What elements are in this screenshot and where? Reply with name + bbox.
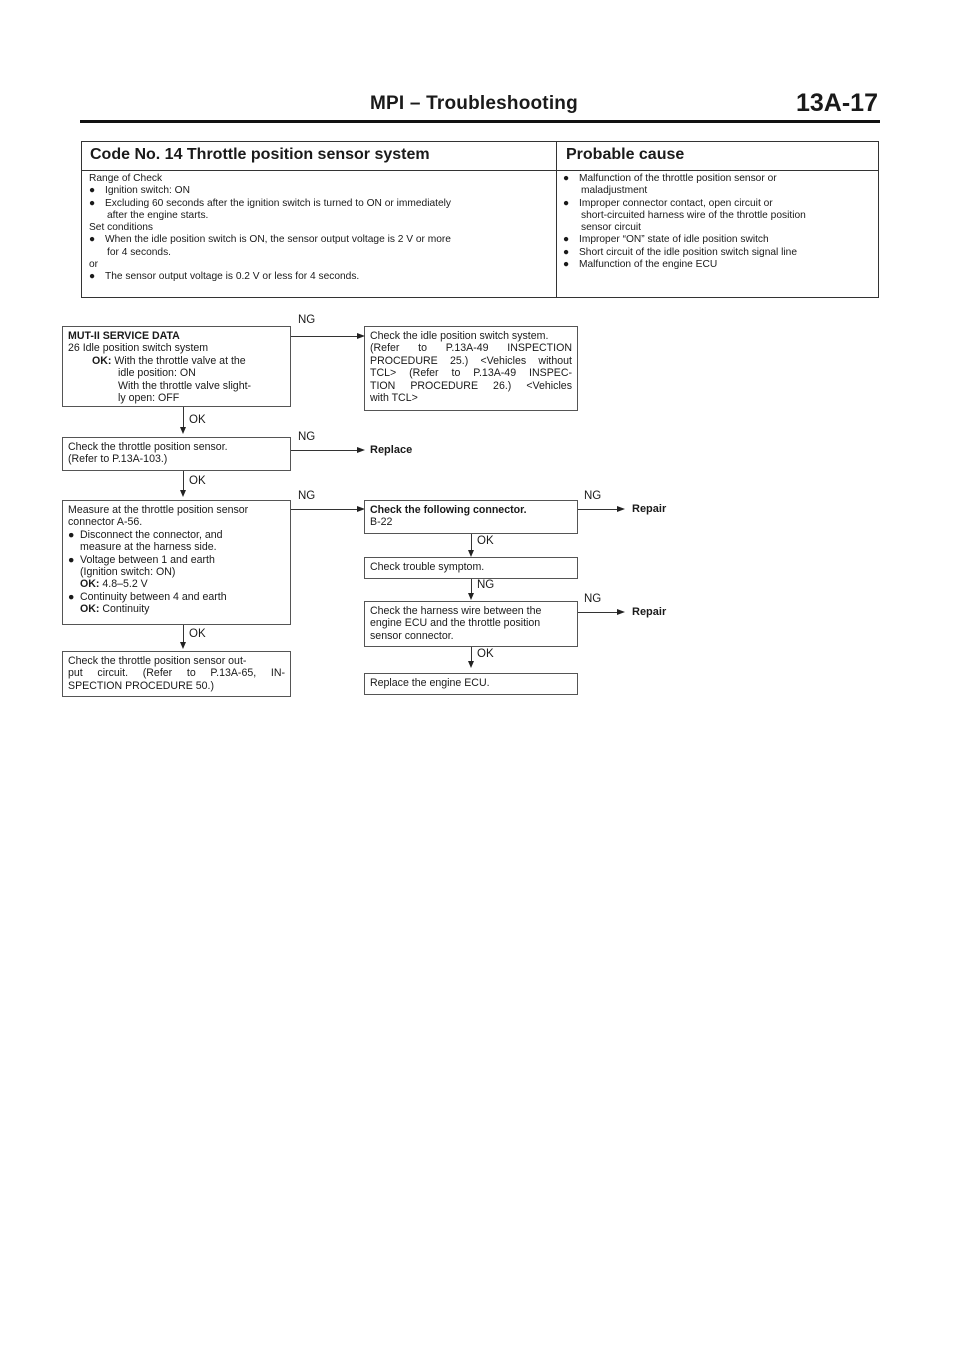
condition-item: ● The sensor output voltage is 0.2 V or less for 4 seconds. <box>89 271 360 283</box>
arrow-down-icon <box>468 550 474 557</box>
cause-item: ● Improper connector contact, open circuit or <box>563 197 773 209</box>
ng-label: NG <box>584 490 602 502</box>
box-text: With the throttle valve slight- <box>118 379 252 392</box>
connector-check-box <box>364 500 578 534</box>
connector-line <box>291 336 357 337</box>
ok-criteria: OK: With the throttle valve at the <box>92 354 246 367</box>
column-separator <box>556 142 557 297</box>
ng-label: NG <box>298 431 316 443</box>
cause-item-cont: sensor circuit <box>581 222 642 234</box>
box-title: MUT-II SERVICE DATA <box>68 330 180 342</box>
box-text: (Refer to P.13A-103.) <box>68 453 168 466</box>
arrow-right-icon <box>617 506 625 512</box>
box-text: connector A-56. <box>68 516 143 529</box>
arrow-down-icon <box>180 490 186 497</box>
probable-causes <box>563 173 873 271</box>
box-text: Measure at the throttle position sensor <box>68 504 249 516</box>
arrow-right-icon <box>357 333 365 339</box>
probable-cause-heading: Probable cause <box>566 146 685 163</box>
condition-item-cont: for 4 seconds. <box>107 246 171 258</box>
arrow-down-icon <box>180 427 186 434</box>
box-text: (Ignition switch: ON) <box>80 566 176 579</box>
cause-item: ● Malfunction of the throttle position sensor or <box>563 173 777 184</box>
mut-service-data-box <box>62 326 291 407</box>
box-text: Check the idle position switch system. <box>370 330 549 342</box>
replace-result: Replace <box>370 444 413 456</box>
arrow-down-icon <box>468 661 474 668</box>
box-text: Check the throttle position sensor out- <box>68 655 247 667</box>
box-text: Check the harness wire between the <box>370 605 542 617</box>
box-text: (Refer to P.13A-49 INSPECTION <box>370 342 572 355</box>
code-heading: Code No. 14 Throttle position sensor system <box>90 146 430 163</box>
box-title: Check the following connector. <box>370 504 527 516</box>
sensor-check-box <box>62 437 291 471</box>
replace-ecu-box <box>364 673 578 695</box>
box-text: Check trouble symptom. <box>370 561 485 573</box>
cause-item: ● Short circuit of the idle position switch signal line <box>563 246 798 258</box>
arrow-right-icon <box>617 609 625 615</box>
ok-label: OK <box>189 628 206 640</box>
check-conditions <box>89 173 551 284</box>
box-text: ly open: OFF <box>118 392 180 405</box>
harness-check-box <box>364 601 578 647</box>
connector-measure-box <box>62 500 291 625</box>
ok-label: OK <box>477 648 494 660</box>
condition-item: ● Ignition switch: ON <box>89 185 190 197</box>
step-item: ● Continuity between 4 and earth <box>68 590 227 603</box>
connector-line <box>291 450 357 451</box>
ok-criteria: OK: 4.8–5.2 V <box>80 578 148 591</box>
cause-item: ● Malfunction of the engine ECU <box>563 259 718 271</box>
set-label: Set conditions <box>89 222 153 234</box>
box-text: with TCL> <box>370 392 418 405</box>
condition-item-cont: after the engine starts. <box>107 209 209 221</box>
header-rule <box>80 120 880 123</box>
repair-result: Repair <box>632 503 667 515</box>
idle-switch-check-box <box>364 326 578 411</box>
or-label: or <box>89 259 99 271</box>
repair-result: Repair <box>632 606 667 618</box>
box-text: idle position: ON <box>118 367 196 380</box>
arrow-down-icon <box>468 593 474 600</box>
ng-label: NG <box>584 593 602 605</box>
ok-label: OK <box>477 535 494 547</box>
arrow-down-icon <box>180 642 186 649</box>
box-text: Replace the engine ECU. <box>370 677 490 689</box>
arrow-right-icon <box>357 447 365 453</box>
box-text: 26 Idle position switch system <box>68 342 209 355</box>
box-text: Check the throttle position sensor. <box>68 441 228 453</box>
condition-item: ● Excluding 60 seconds after the ignition switch is turned to ON or immediately <box>89 197 451 209</box>
range-label: Range of Check <box>89 173 163 184</box>
connector-line <box>291 509 357 510</box>
box-text: TION PROCEDURE 26.) <Vehicles <box>370 379 572 392</box>
box-text: engine ECU and the throttle position <box>370 617 541 630</box>
step-item: ● Voltage between 1 and earth <box>68 553 215 566</box>
ng-label: NG <box>298 490 316 502</box>
trouble-symptom-box <box>364 557 578 579</box>
ok-label: OK <box>189 475 206 487</box>
box-text: B-22 <box>370 516 393 529</box>
connector-line <box>578 612 617 613</box>
header-separator <box>82 170 878 171</box>
condition-item: ● When the idle position switch is ON, the sensor output voltage is 2 V or more <box>89 234 451 246</box>
diagnosis-table <box>81 141 879 298</box>
box-text: sensor connector. <box>370 629 454 642</box>
ok-label: OK <box>189 414 206 426</box>
box-text: TCL> (Refer to P.13A-49 INSPEC- <box>370 367 572 380</box>
sensor-output-circuit-box <box>62 651 291 697</box>
cause-item-cont: short-circuited harness wire of the throttle position <box>581 209 806 221</box>
step-item: ● Disconnect the connector, and <box>68 528 223 541</box>
page-number: 13A-17 <box>796 89 878 117</box>
ng-label: NG <box>477 579 495 591</box>
ng-label: NG <box>298 314 316 326</box>
connector-line <box>578 509 617 510</box>
box-text: measure at the harness side. <box>80 541 217 554</box>
cause-item: ● Improper “ON” state of idle position switch <box>563 234 769 246</box>
cause-item-cont: maladjustment <box>581 185 648 197</box>
box-text: SPECTION PROCEDURE 50.) <box>68 679 214 692</box>
page-title: MPI – Troubleshooting <box>370 93 578 114</box>
box-text: put circuit. (Refer to P.13A-65, IN- <box>68 667 285 680</box>
ok-criteria: OK: Continuity <box>80 603 150 616</box>
connector-line <box>183 407 184 427</box>
box-text: PROCEDURE 25.) <Vehicles without <box>370 354 572 367</box>
